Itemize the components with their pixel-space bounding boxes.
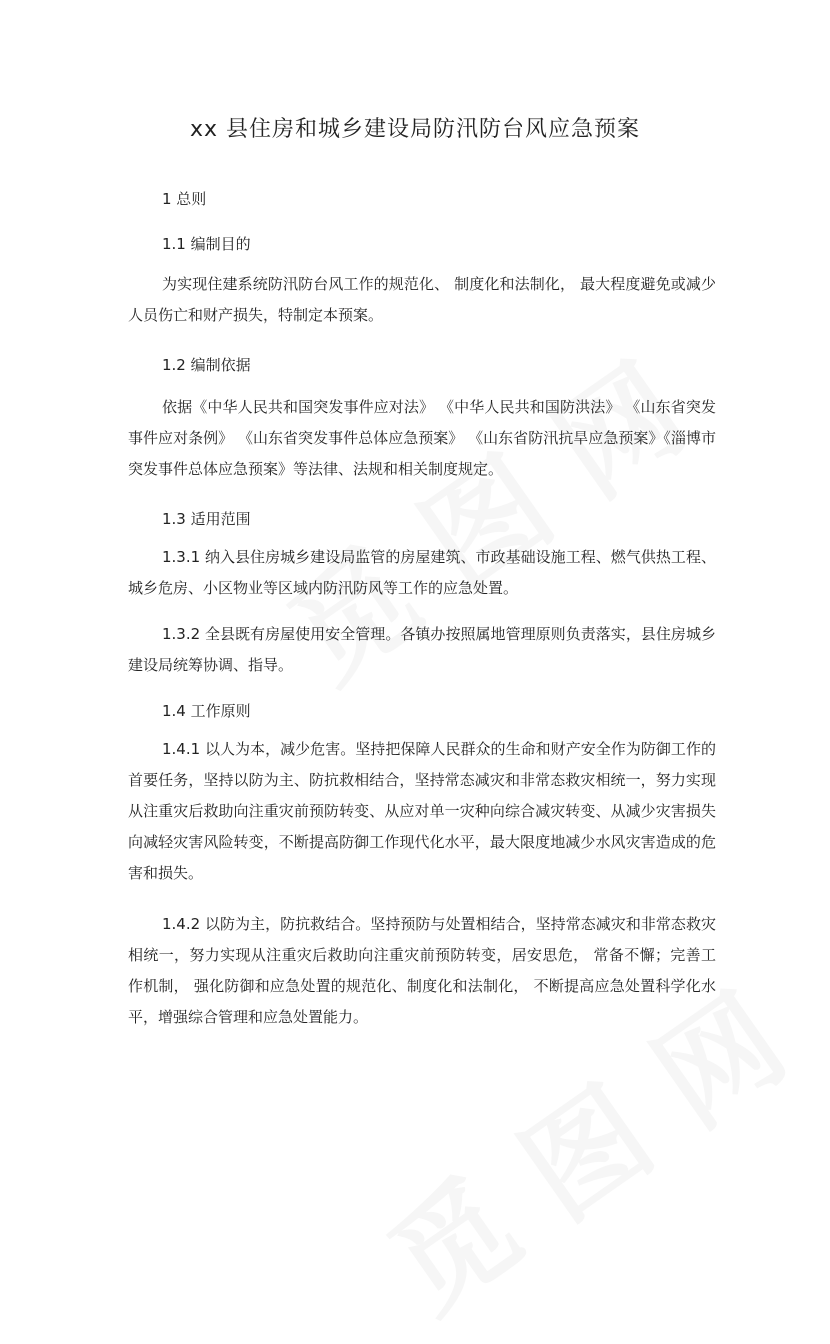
paragraph: 1.3.1 纳入县住房城乡建设局监管的房屋建筑、市政基础设施工程、燃气供热工程、城乡危房、小区物业等区域内防汛防风等工作的应急处置。 <box>128 548 716 597</box>
document-title: xx 县住房和城乡建设局防汛防台风应急预案 <box>189 117 641 142</box>
paragraph: 1.4.1 以人为本，减少危害。坚持把保障人民群众的生命和财产安全作为防御工作的首要任务，坚持以防为主、防抗救相结合，坚持常态减灾和非常态救灾相统一，努力实现从注重灾后救助向注重灾前预防转变、从应对单一灾种向综合减灾转变、从减少灾害损失向减轻灾害风险转变，不断提高防御工作现代化水平，最大限度地减少水风灾害造成的危害和损失。 <box>128 740 716 882</box>
section-heading: 1.1 编制目的 <box>162 235 251 253</box>
paragraph: 依据《中华人民共和国突发事件应对法》 《中华人民共和国防洪法》 《山东省突发事件应对条例》 《山东省突发事件总体应急预案》 《山东省防汛抗旱应急预案》《淄博市突发事件总体应急预案》等法律、法规和相关制度规定。 <box>128 398 716 478</box>
section-heading: 1.3 适用范围 <box>162 510 251 528</box>
paragraph: 为实现住建系统防汛防台风工作的规范化、 制度化和法制化， 最大程度避免或减少人员伤亡和财产损失，特制定本预案。 <box>128 275 716 324</box>
section-heading: 1 总则 <box>162 190 207 208</box>
paragraph: 1.3.2 全县既有房屋使用安全管理。各镇办按照属地管理原则负责落实，县住房城乡建设局统筹协调、指导。 <box>128 625 716 674</box>
paragraph: 1.4.2 以防为主，防抗救结合。坚持预防与处置相结合，坚持常态减灾和非常态救灾相统一，努力实现从注重灾后救助向注重灾前预防转变，居安思危， 常备不懈；完善工作机制， 强化防御和应急处置的规范化、制度化和法制化， 不断提高应急处置科学化水平，增强综合管理和应急处置能力。 <box>128 915 716 1026</box>
section-heading: 1.4 工作原则 <box>162 702 251 720</box>
section-heading: 1.2 编制依据 <box>162 356 251 374</box>
